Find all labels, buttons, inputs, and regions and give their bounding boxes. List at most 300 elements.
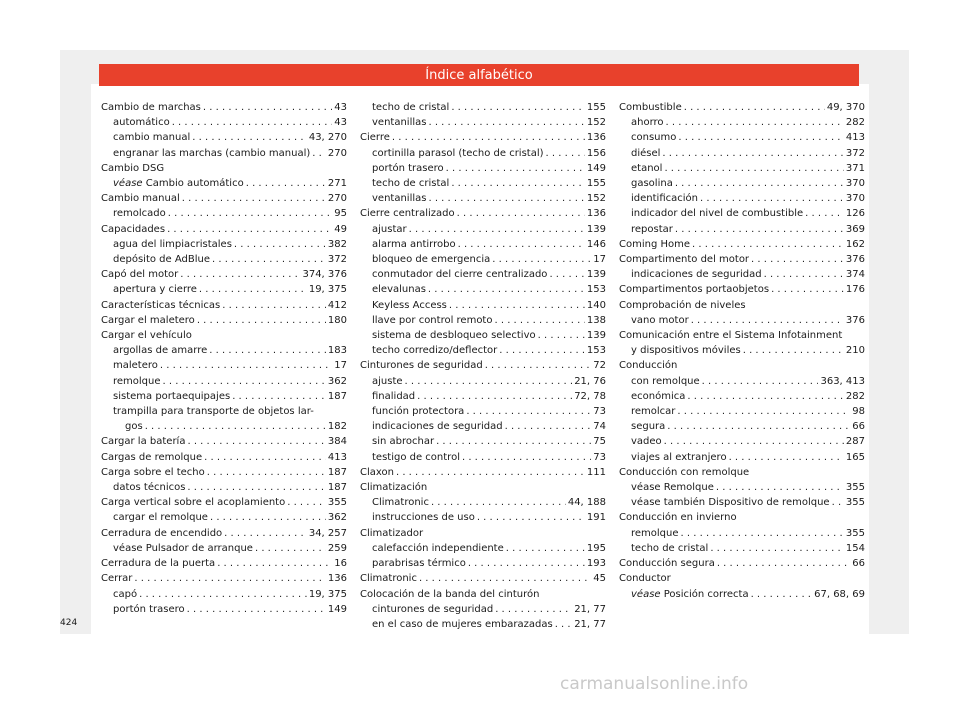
index-entry-page: 21, 77 xyxy=(574,618,606,630)
dot-leader xyxy=(145,419,326,434)
index-entry-term xyxy=(631,146,660,161)
index-entry xyxy=(101,206,347,221)
index-entry xyxy=(619,191,865,206)
index-entry-term xyxy=(372,602,493,617)
index-entry-text: elevalunas xyxy=(372,284,426,296)
index-entry-page: 165 xyxy=(845,451,865,463)
index-entry-text: techo de cristal xyxy=(372,178,450,190)
dot-leader xyxy=(232,389,326,404)
dot-leader xyxy=(506,541,585,556)
index-entry xyxy=(360,571,606,586)
index-entry-page: 95 xyxy=(334,208,347,220)
index-entry-page: 376 xyxy=(845,254,865,266)
index-entry-text: Conducción segura xyxy=(619,558,715,570)
index-entry xyxy=(101,115,347,130)
index-entry-text: ajuste xyxy=(372,375,403,387)
index-entry-term xyxy=(631,434,662,449)
dot-leader xyxy=(392,130,585,145)
dot-leader xyxy=(717,556,850,571)
index-entry-term xyxy=(101,267,178,282)
index-entry-page: 413 xyxy=(327,451,347,463)
index-entry-text: Cerradura de la puerta xyxy=(101,558,216,570)
index-entry-term xyxy=(101,434,185,449)
index-entry xyxy=(101,495,347,510)
index-entry xyxy=(360,282,606,297)
index-entry-page: 176 xyxy=(845,284,865,296)
index-entry-text: Climatizador xyxy=(360,527,424,539)
index-entry-term xyxy=(101,556,215,571)
index-entry-text: repostar xyxy=(631,223,673,235)
dot-leader xyxy=(700,191,844,206)
index-entry-term xyxy=(113,176,244,191)
index-entry-text: cargar el remolque xyxy=(113,512,208,524)
index-entry-text: argollas de amarre xyxy=(113,345,208,357)
index-entry-page: 152 xyxy=(586,193,606,205)
index-entry-page: 187 xyxy=(327,482,347,494)
dot-leader xyxy=(419,571,591,586)
dot-leader xyxy=(428,282,585,297)
index-entry-page: 153 xyxy=(586,345,606,357)
index-entry-term xyxy=(360,526,423,541)
index-entry-text: finalidad xyxy=(372,390,416,402)
index-entry-page: 43 xyxy=(334,117,347,129)
index-entry-page: 17 xyxy=(593,254,606,266)
index-entry-term xyxy=(372,100,449,115)
index-entry-page: 362 xyxy=(327,512,347,524)
index-entry-term xyxy=(631,130,676,145)
index-entry-page: 66 xyxy=(852,421,865,433)
index-entry-text: Características técnicas xyxy=(101,299,221,311)
index-entry-term xyxy=(113,237,232,252)
dot-leader xyxy=(664,161,843,176)
index-entry-page: 67, 68, 69 xyxy=(814,588,865,600)
index-entry-text: y dispositivos móviles xyxy=(631,345,741,357)
index-entry-text: véase Pulsador de arranque xyxy=(113,542,253,554)
index-entry-text: datos técnicos xyxy=(113,482,186,494)
index-entry-text: Carga sobre el techo xyxy=(101,466,205,478)
index-entry-term xyxy=(113,374,161,389)
index-entry-term xyxy=(101,191,180,206)
index-entry-text: Conductor xyxy=(619,573,671,585)
index-entry-text: remolcado xyxy=(113,208,166,220)
index-entry xyxy=(101,374,347,389)
index-entry-page: 287 xyxy=(845,436,865,448)
index-entry-text: ahorro xyxy=(631,117,664,129)
index-entry xyxy=(101,191,347,206)
dot-leader xyxy=(287,495,326,510)
index-entry-page: 149 xyxy=(327,603,347,615)
index-entry-term xyxy=(372,298,447,313)
index-entry-page: 355 xyxy=(845,527,865,539)
index-entry-term xyxy=(619,252,749,267)
index-entry-term xyxy=(372,313,492,328)
index-entry-term xyxy=(360,480,427,495)
index-entry-text: techo de cristal xyxy=(372,102,450,113)
index-entry-page: 136 xyxy=(586,208,606,220)
index-entry-text: Conducción en invierno xyxy=(619,512,737,524)
dot-leader xyxy=(832,495,844,510)
index-entry-text: consumo xyxy=(631,132,677,144)
dot-leader xyxy=(212,252,326,267)
dot-leader xyxy=(182,191,326,206)
index-entry xyxy=(619,358,865,373)
index-entry xyxy=(619,419,865,434)
index-entry xyxy=(101,465,347,480)
dot-leader xyxy=(134,571,325,586)
index-entry xyxy=(101,161,347,176)
index-entry-term xyxy=(101,495,285,510)
dot-leader xyxy=(505,419,592,434)
dot-leader xyxy=(458,237,585,252)
index-entry-term xyxy=(631,343,741,358)
index-entry-text: sin abrochar xyxy=(372,436,435,448)
index-entry xyxy=(360,328,606,343)
index-entry-text: Comprobación de niveles xyxy=(619,299,746,311)
index-entry-text: Cargar el maletero xyxy=(101,314,195,326)
index-entry-page: 111 xyxy=(586,466,606,478)
dot-leader xyxy=(675,176,844,191)
index-entry xyxy=(619,206,865,221)
index-entry-term xyxy=(101,298,220,313)
index-entry-term xyxy=(619,282,769,297)
page-title: Índice alfabético xyxy=(99,64,859,86)
index-entry-page: 183 xyxy=(327,345,347,357)
index-entry-term xyxy=(360,130,390,145)
index-entry-text: Cambio DSG xyxy=(101,162,165,174)
index-entry-term xyxy=(101,222,165,237)
index-entry-page: 195 xyxy=(586,542,606,554)
index-entry xyxy=(360,115,606,130)
index-entry-page: 413 xyxy=(845,132,865,144)
dot-leader xyxy=(204,450,326,465)
index-entry xyxy=(101,480,347,495)
index-entry-text: remolque xyxy=(113,375,161,387)
index-entry xyxy=(101,602,347,617)
index-entry-text: Capacidades xyxy=(101,223,166,235)
dot-leader xyxy=(224,526,307,541)
index-entry xyxy=(101,176,347,191)
dot-leader xyxy=(549,267,584,282)
index-entry-page: 180 xyxy=(327,314,347,326)
index-entry-term xyxy=(113,358,158,373)
dot-leader xyxy=(255,541,326,556)
index-entry-page: 72 xyxy=(593,360,606,372)
index-entry-term xyxy=(372,541,504,556)
index-entry xyxy=(619,571,865,586)
index-entry-page: 21, 77 xyxy=(574,603,606,615)
index-entry-term xyxy=(372,434,434,449)
index-entry-page: 136 xyxy=(586,132,606,144)
index-entry xyxy=(619,450,865,465)
dot-leader xyxy=(687,389,844,404)
index-entry xyxy=(360,267,606,282)
index-column-2 xyxy=(360,100,606,632)
dot-leader xyxy=(664,434,844,449)
index-entry-term xyxy=(113,343,207,358)
index-entry xyxy=(619,282,865,297)
index-entry-page: 270 xyxy=(327,193,347,205)
index-entry xyxy=(360,176,606,191)
dot-leader xyxy=(667,419,850,434)
index-entry-page: 98 xyxy=(852,406,865,418)
index-entry-page: 372 xyxy=(327,254,347,266)
dot-leader xyxy=(210,510,326,525)
dot-leader xyxy=(710,541,844,556)
index-entry xyxy=(619,510,865,525)
index-entry-term xyxy=(113,115,170,130)
index-entry-page: 153 xyxy=(586,284,606,296)
index-entry-text: Cambio automático xyxy=(142,178,244,190)
index-entry-term xyxy=(372,146,544,161)
index-entry-page: 44, 188 xyxy=(567,497,606,509)
index-entry xyxy=(360,358,606,373)
dot-leader xyxy=(681,526,844,541)
page-number: 424 xyxy=(60,618,78,628)
dot-leader xyxy=(729,450,844,465)
index-entry xyxy=(360,480,606,495)
index-entry-term xyxy=(101,313,195,328)
dot-leader xyxy=(428,191,584,206)
index-entry-page: 376 xyxy=(845,314,865,326)
index-entry-text: trampilla para transporte de objetos lar- xyxy=(113,406,314,418)
index-entry-page: 193 xyxy=(586,558,606,570)
index-entry-term xyxy=(631,526,679,541)
index-column-1 xyxy=(101,100,347,617)
index-entry xyxy=(619,252,865,267)
index-entry-page: 126 xyxy=(845,208,865,220)
index-entry-page: 17 xyxy=(334,360,347,372)
dot-leader xyxy=(805,206,844,221)
index-entry-page: 374 xyxy=(845,269,865,281)
index-entry-term xyxy=(631,222,673,237)
index-entry xyxy=(619,146,865,161)
index-entry-term xyxy=(631,267,762,282)
index-entry-text: segura xyxy=(631,421,666,433)
index-entry-text: Cierre xyxy=(360,132,390,144)
index-entry-term xyxy=(101,571,132,586)
index-entry-page: 384 xyxy=(327,436,347,448)
index-entry-page: 372 xyxy=(845,147,865,159)
index-entry-term xyxy=(101,100,201,115)
dot-leader xyxy=(187,434,325,449)
index-entry-text: calefacción independiente xyxy=(372,542,504,554)
dot-leader xyxy=(139,587,307,602)
dot-leader xyxy=(222,298,326,313)
index-entry xyxy=(101,252,347,267)
index-entry xyxy=(101,450,347,465)
index-entry-page: 19, 375 xyxy=(308,588,347,600)
dot-leader xyxy=(209,343,326,358)
index-entry-term xyxy=(631,206,803,221)
index-entry xyxy=(101,146,347,161)
dot-leader xyxy=(716,480,844,495)
dot-leader xyxy=(538,328,585,343)
index-entry xyxy=(619,389,865,404)
index-entry xyxy=(619,161,865,176)
index-entry-term xyxy=(619,465,749,480)
index-entry-term xyxy=(619,328,842,343)
dot-leader xyxy=(451,176,585,191)
dot-leader xyxy=(675,222,844,237)
index-entry-text: indicador del nivel de combustible xyxy=(631,208,804,220)
index-entry-page: 363, 413 xyxy=(820,375,865,387)
index-entry-page: 355 xyxy=(845,482,865,494)
index-entry-text: bloqueo de emergencia xyxy=(372,254,491,266)
dot-leader xyxy=(167,222,332,237)
index-entry xyxy=(619,328,865,343)
dot-leader xyxy=(246,176,326,191)
index-entry-text: Climatronic xyxy=(360,573,417,585)
index-entry-term xyxy=(360,587,539,602)
dot-leader xyxy=(666,115,844,130)
index-entry-term xyxy=(125,419,143,434)
index-entry-text: capó xyxy=(113,588,138,600)
index-entry xyxy=(101,389,347,404)
index-entry xyxy=(619,495,865,510)
index-entry-term xyxy=(631,450,727,465)
dot-leader xyxy=(677,404,850,419)
index-entry-term xyxy=(631,404,675,419)
index-entry-term xyxy=(631,374,700,389)
index-entry-text: alarma antirrobo xyxy=(372,238,456,250)
index-entry-page: 370 xyxy=(845,193,865,205)
index-entry-term xyxy=(113,206,166,221)
dot-leader xyxy=(409,222,585,237)
index-entry-term xyxy=(619,298,746,313)
index-entry-term xyxy=(619,358,677,373)
index-entry-text: Cargar la batería xyxy=(101,436,186,448)
index-entry-page: 140 xyxy=(586,299,606,311)
index-entry-term xyxy=(372,389,415,404)
index-entry-term xyxy=(113,602,185,617)
dot-leader xyxy=(163,374,326,389)
index-entry-page: 146 xyxy=(586,238,606,250)
index-entry-text: cambio manual xyxy=(113,132,191,144)
index-entry-term xyxy=(113,480,185,495)
index-entry-term xyxy=(631,191,698,206)
index-entry-page: 362 xyxy=(327,375,347,387)
dot-leader xyxy=(678,130,844,145)
index-entry-text: depósito de AdBlue xyxy=(113,254,210,266)
index-entry-page: 382 xyxy=(327,238,347,250)
index-entry-text: Cambio de marchas xyxy=(101,102,201,113)
index-entry-term xyxy=(372,328,536,343)
index-entry-term xyxy=(631,495,830,510)
index-entry xyxy=(619,100,865,115)
index-entry-text: gasolina xyxy=(631,178,673,190)
index-entry-page: 156 xyxy=(586,147,606,159)
index-entry xyxy=(619,267,865,282)
index-entry-page: 182 xyxy=(327,421,347,433)
dot-leader xyxy=(180,267,300,282)
index-entry-text: económica xyxy=(631,390,686,402)
index-entry-text: Cerradura de encendido xyxy=(101,527,223,539)
index-entry-term xyxy=(360,358,483,373)
dot-leader xyxy=(702,374,819,389)
index-entry-text: Cargar el vehículo xyxy=(101,330,192,342)
index-entry-term xyxy=(113,146,310,161)
index-entry xyxy=(360,237,606,252)
index-entry xyxy=(619,313,865,328)
index-entry-text: viajes al extranjero xyxy=(631,451,727,463)
index-entry-page: 21, 76 xyxy=(574,375,606,387)
index-entry xyxy=(360,419,606,434)
dot-leader xyxy=(662,146,843,161)
dot-leader xyxy=(468,556,585,571)
index-entry xyxy=(360,222,606,237)
index-entry-text: apertura y cierre xyxy=(113,284,197,296)
index-entry-page: 66 xyxy=(852,558,865,570)
index-entry xyxy=(360,587,606,602)
index-entry-page: 191 xyxy=(586,512,606,524)
index-entry-text: Colocación de la banda del cinturón xyxy=(360,588,540,600)
index-entry-text: véase también Dispositivo de remolque xyxy=(631,497,830,509)
index-entry-text: ajustar xyxy=(372,223,407,235)
index-entry-page: 45 xyxy=(593,573,606,585)
index-entry xyxy=(619,298,865,313)
index-entry-page: 155 xyxy=(586,102,606,113)
index-entry-term xyxy=(372,282,426,297)
index-entry-page: 374, 376 xyxy=(302,269,347,281)
index-entry-term xyxy=(619,556,715,571)
index-entry-page: 49 xyxy=(334,223,347,235)
index-entry xyxy=(360,191,606,206)
index-entry-term xyxy=(631,161,662,176)
index-entry-page: 210 xyxy=(845,345,865,357)
dot-leader xyxy=(546,146,585,161)
dot-leader xyxy=(234,237,326,252)
index-entry-page: 43 xyxy=(334,102,347,113)
index-entry xyxy=(360,298,606,313)
index-entry-text: sistema de desbloqueo selectivo xyxy=(372,330,536,342)
index-entry xyxy=(360,146,606,161)
index-entry-text: remolque xyxy=(631,527,679,539)
index-entry xyxy=(619,556,865,571)
index-entry-term xyxy=(631,587,749,602)
index-entry-term xyxy=(372,374,403,389)
index-entry-text: indicaciones de seguridad xyxy=(631,269,762,281)
index-entry-page: 162 xyxy=(845,238,865,250)
dot-leader xyxy=(457,206,585,221)
index-entry-term xyxy=(631,480,714,495)
index-entry-text: etanol xyxy=(631,162,663,174)
dot-leader xyxy=(751,252,844,267)
index-entry-text: diésel xyxy=(631,147,661,159)
index-entry-term xyxy=(372,450,460,465)
index-entry-text: techo corredizo/deflector xyxy=(372,345,498,357)
dot-leader xyxy=(743,343,844,358)
index-entry-term xyxy=(372,237,456,252)
index-entry-text: Cerrar xyxy=(101,573,133,585)
index-entry-term xyxy=(113,510,208,525)
dot-leader xyxy=(160,358,332,373)
index-entry-text: engranar las marchas (cambio manual) xyxy=(113,147,311,159)
index-entry xyxy=(101,404,347,419)
index-entry xyxy=(360,465,606,480)
index-entry-term xyxy=(113,541,253,556)
dot-leader xyxy=(396,465,585,480)
index-entry-term xyxy=(619,571,671,586)
index-entry xyxy=(360,100,606,115)
dot-leader xyxy=(495,602,572,617)
index-entry-term xyxy=(372,556,466,571)
index-entry-page: 43, 270 xyxy=(308,132,347,144)
dot-leader xyxy=(466,404,591,419)
index-entry-term xyxy=(372,617,553,632)
see-reference-label: véase xyxy=(631,588,661,600)
index-entry-term xyxy=(113,404,314,419)
index-entry-text: Conducción xyxy=(619,360,678,372)
